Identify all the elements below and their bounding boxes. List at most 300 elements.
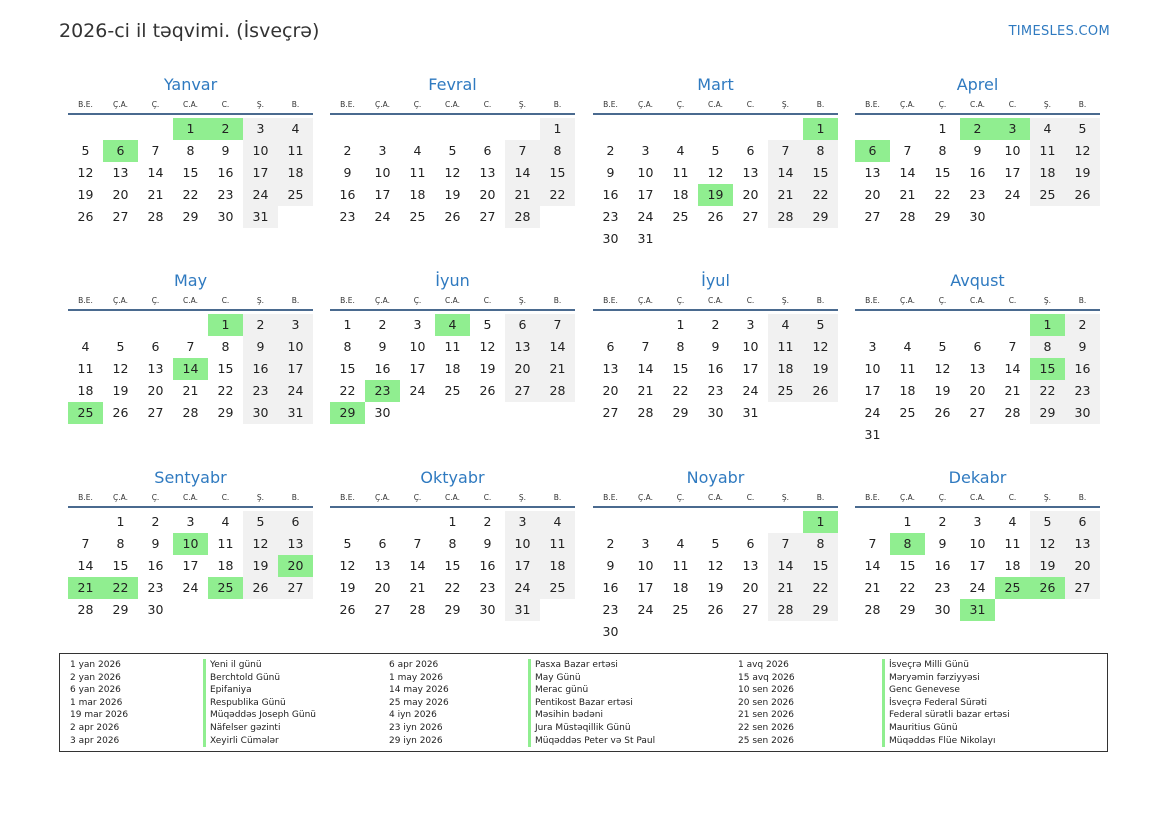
day-cell: 7 — [81, 536, 90, 551]
day-cell: 21 — [864, 580, 881, 595]
day-cell: 8 — [343, 339, 352, 354]
weekday-label: Ç. — [151, 493, 160, 502]
empty-cell — [960, 314, 995, 336]
weekday-label: Ç.A. — [112, 493, 128, 502]
legend-holiday-name: May Günü — [528, 672, 655, 685]
day-cell: 19 — [1065, 162, 1100, 184]
day-cell: 20 — [374, 580, 391, 595]
day-cell: 16 — [969, 165, 986, 180]
empty-cell — [733, 118, 768, 140]
day-cell: 12 — [1065, 140, 1100, 162]
day-cell: 9 — [973, 143, 982, 158]
day-cell: 31 — [505, 599, 540, 621]
legend-holiday-name: Federal sürətli bazar ertəsi — [882, 709, 1010, 722]
day-cell: 3 — [278, 314, 313, 336]
day-cell: 10 — [637, 165, 654, 180]
day-cell: 26 — [243, 577, 278, 599]
day-cell: 1 — [448, 514, 457, 529]
day-cell: 21 — [768, 184, 803, 206]
day-cell: 1 — [903, 514, 912, 529]
weekday-label: B. — [291, 296, 300, 305]
day-grid — [855, 314, 1100, 446]
day-cell: 31 — [637, 231, 654, 246]
day-cell: 17 — [505, 555, 540, 577]
day-cell: 6 — [1065, 511, 1100, 533]
legend-date: 14 may 2026 — [389, 685, 449, 696]
day-grid — [593, 314, 838, 424]
weekday-label: B.E. — [865, 493, 880, 502]
legend-date: 25 sen 2026 — [738, 735, 795, 746]
legend-date: 2 yan 2026 — [70, 672, 121, 683]
day-cell: 14 — [637, 361, 654, 376]
day-cell: 23 — [969, 187, 986, 202]
month-calendar — [855, 270, 1100, 446]
day-cell: 22 — [540, 184, 575, 206]
day-cell: 2 — [606, 536, 615, 551]
day-cell: 22 — [934, 187, 951, 202]
month-calendar — [330, 467, 575, 621]
day-cell: 20 — [742, 187, 759, 202]
day-cell: 5 — [803, 314, 838, 336]
weekday-label: Ş. — [781, 493, 790, 502]
day-cell: 6 — [606, 339, 615, 354]
day-cell: 23 — [479, 580, 496, 595]
weekday-label: C.A. — [444, 100, 460, 109]
empty-cell — [698, 118, 733, 140]
empty-cell — [628, 511, 663, 533]
weekday-label: C. — [1008, 100, 1017, 109]
day-cell: 13 — [374, 558, 391, 573]
day-cell: 12 — [77, 165, 94, 180]
weekday-label: C.A. — [182, 100, 198, 109]
day-cell: 30 — [479, 602, 496, 617]
day-cell: 12 — [803, 336, 838, 358]
day-cell: 15 — [899, 558, 916, 573]
day-cell: 13 — [112, 165, 129, 180]
day-grid — [330, 511, 575, 621]
day-cell: 16 — [934, 558, 951, 573]
weekday-label: Ş. — [256, 296, 265, 305]
day-cell: 17 — [637, 580, 654, 595]
day-cell: 5 — [343, 536, 352, 551]
day-cell: 22 — [182, 187, 199, 202]
empty-cell — [698, 511, 733, 533]
weekday-label: Ş. — [518, 100, 527, 109]
weekday-label: B. — [291, 493, 300, 502]
month-calendar — [68, 270, 313, 424]
day-cell: 11 — [444, 339, 461, 354]
empty-cell — [400, 511, 435, 533]
day-cell: 9 — [343, 165, 352, 180]
day-grid — [330, 314, 575, 424]
day-cell: 10 — [374, 165, 391, 180]
empty-cell — [890, 118, 925, 140]
day-cell: 25 — [540, 577, 575, 599]
day-cell: 6 — [278, 511, 313, 533]
day-cell: 14 — [505, 162, 540, 184]
holiday-day-cell: 6 — [855, 140, 890, 162]
day-cell: 10 — [278, 336, 313, 358]
weekday-label: Ç. — [938, 493, 947, 502]
month-name: İyun — [435, 271, 470, 290]
holiday-day-cell: 2 — [960, 118, 995, 140]
day-cell: 5 — [243, 511, 278, 533]
holiday-day-cell: 25 — [208, 577, 243, 599]
day-cell: 7 — [868, 536, 877, 551]
day-cell: 19 — [444, 187, 461, 202]
holiday-day-cell: 1 — [208, 314, 243, 336]
day-cell: 18 — [899, 383, 916, 398]
day-cell: 20 — [505, 358, 540, 380]
day-cell: 11 — [77, 361, 94, 376]
weekday-label: B. — [1078, 296, 1087, 305]
day-cell: 8 — [803, 533, 838, 555]
day-cell: 18 — [1004, 558, 1021, 573]
day-cell: 25 — [409, 209, 426, 224]
empty-cell — [768, 118, 803, 140]
day-cell: 19 — [707, 580, 724, 595]
day-cell: 9 — [1065, 336, 1100, 358]
day-cell: 29 — [803, 599, 838, 621]
day-cell: 27 — [742, 209, 759, 224]
weekday-label: B. — [816, 493, 825, 502]
day-cell: 18 — [409, 187, 426, 202]
day-cell: 18 — [1030, 162, 1065, 184]
day-cell: 23 — [1065, 380, 1100, 402]
day-cell: 12 — [243, 533, 278, 555]
day-cell: 16 — [707, 361, 724, 376]
day-cell: 22 — [444, 580, 461, 595]
day-cell: 4 — [540, 511, 575, 533]
holiday-day-cell: 6 — [103, 140, 138, 162]
day-cell: 10 — [1004, 143, 1021, 158]
month-name: Oktyabr — [420, 468, 485, 487]
day-cell: 11 — [217, 536, 234, 551]
day-cell: 1 — [116, 514, 125, 529]
month-calendar — [68, 467, 313, 621]
day-cell: 28 — [637, 405, 654, 420]
legend-date: 22 sen 2026 — [738, 722, 795, 733]
day-cell: 26 — [339, 602, 356, 617]
day-cell: 21 — [1004, 383, 1021, 398]
day-cell: 30 — [934, 602, 951, 617]
day-cell: 11 — [278, 140, 313, 162]
weekday-label: B.E. — [603, 493, 618, 502]
legend-holiday-name: Məsihin bədəni — [528, 709, 655, 722]
legend-holiday-name: Məryəmin fərziyyəsi — [882, 672, 1010, 685]
weekday-label: C.A. — [182, 493, 198, 502]
day-cell: 16 — [374, 361, 391, 376]
day-cell: 6 — [973, 339, 982, 354]
day-cell: 17 — [182, 558, 199, 573]
day-cell: 4 — [676, 143, 685, 158]
day-cell: 12 — [479, 339, 496, 354]
day-cell: 20 — [969, 383, 986, 398]
month-name: Aprel — [956, 75, 999, 94]
day-cell: 13 — [742, 165, 759, 180]
day-cell: 26 — [444, 209, 461, 224]
day-cell: 18 — [77, 383, 94, 398]
day-cell: 6 — [151, 339, 160, 354]
day-cell: 14 — [147, 165, 164, 180]
day-cell: 16 — [243, 358, 278, 380]
weekday-label: C. — [1008, 296, 1017, 305]
day-cell: 3 — [186, 514, 195, 529]
weekday-label: C. — [1008, 493, 1017, 502]
day-cell: 17 — [278, 358, 313, 380]
weekday-label: Ç. — [151, 100, 160, 109]
day-cell: 4 — [81, 339, 90, 354]
weekday-label: B. — [553, 296, 562, 305]
day-cell: 7 — [505, 140, 540, 162]
day-cell: 6 — [746, 536, 755, 551]
day-cell: 1 — [343, 317, 352, 332]
day-cell: 14 — [77, 558, 94, 573]
legend-holiday-name: Pasxa Bazar ertəsi — [528, 659, 655, 672]
weekday-label: B.E. — [340, 493, 355, 502]
day-cell: 30 — [707, 405, 724, 420]
weekday-label: C. — [746, 100, 755, 109]
day-cell: 24 — [505, 577, 540, 599]
day-cell: 21 — [899, 187, 916, 202]
empty-cell — [855, 118, 890, 140]
day-cell: 2 — [483, 514, 492, 529]
day-cell: 29 — [182, 209, 199, 224]
day-cell: 5 — [1065, 118, 1100, 140]
day-cell: 18 — [540, 555, 575, 577]
day-cell: 11 — [540, 533, 575, 555]
weekday-label: B.E. — [865, 100, 880, 109]
day-cell: 1 — [938, 121, 947, 136]
empty-cell — [173, 314, 208, 336]
weekday-label: C. — [746, 296, 755, 305]
day-cell: 24 — [742, 383, 759, 398]
day-cell: 30 — [602, 624, 619, 639]
legend-holiday-name: Xeyirli Cümələr — [203, 735, 316, 748]
weekday-label: Ç. — [413, 493, 422, 502]
legend-date: 1 mar 2026 — [70, 697, 123, 708]
weekday-label: C.A. — [707, 100, 723, 109]
day-cell: 2 — [606, 143, 615, 158]
day-cell: 11 — [768, 336, 803, 358]
day-cell: 4 — [278, 118, 313, 140]
day-cell: 7 — [768, 533, 803, 555]
day-cell: 13 — [147, 361, 164, 376]
weekday-label: Ç. — [413, 100, 422, 109]
day-cell: 24 — [1004, 187, 1021, 202]
day-cell: 28 — [899, 209, 916, 224]
empty-cell — [435, 118, 470, 140]
day-cell: 23 — [934, 580, 951, 595]
weekday-label: C.A. — [707, 493, 723, 502]
day-cell: 8 — [1030, 336, 1065, 358]
day-cell: 4 — [221, 514, 230, 529]
day-cell: 27 — [147, 405, 164, 420]
day-cell: 29 — [112, 602, 129, 617]
day-cell: 25 — [768, 380, 803, 402]
day-cell: 4 — [413, 143, 422, 158]
day-cell: 14 — [768, 555, 803, 577]
brand-link[interactable]: TIMESLES.COM — [1008, 24, 1110, 39]
day-grid — [593, 511, 838, 643]
day-cell: 5 — [81, 143, 90, 158]
legend-date: 29 iyn 2026 — [389, 735, 443, 746]
weekday-label: Ç.A. — [374, 100, 390, 109]
weekday-label: B.E. — [603, 100, 618, 109]
legend-date: 10 sen 2026 — [738, 685, 795, 696]
day-cell: 8 — [221, 339, 230, 354]
day-cell: 13 — [505, 336, 540, 358]
day-cell: 18 — [768, 358, 803, 380]
legend-date: 3 apr 2026 — [70, 735, 120, 746]
day-cell: 7 — [151, 143, 160, 158]
day-cell: 23 — [602, 602, 619, 617]
day-cell: 2 — [151, 514, 160, 529]
holiday-day-cell: 2 — [208, 118, 243, 140]
day-cell: 2 — [1065, 314, 1100, 336]
weekday-label: C.A. — [969, 493, 985, 502]
weekday-label: Ş. — [256, 100, 265, 109]
day-cell: 14 — [1004, 361, 1021, 376]
day-cell: 6 — [746, 143, 755, 158]
day-cell: 14 — [864, 558, 881, 573]
day-cell: 21 — [505, 184, 540, 206]
day-cell: 17 — [864, 383, 881, 398]
day-cell: 15 — [540, 162, 575, 184]
weekday-label: C. — [483, 493, 492, 502]
day-cell: 5 — [483, 317, 492, 332]
holiday-day-cell: 4 — [435, 314, 470, 336]
weekday-label: C. — [221, 493, 230, 502]
legend-holiday-name: Müqəddəs Joseph Günü — [203, 709, 316, 722]
day-cell: 24 — [182, 580, 199, 595]
holiday-legend — [59, 653, 1108, 752]
weekday-header — [330, 295, 575, 311]
month-calendar — [330, 270, 575, 424]
empty-cell — [663, 118, 698, 140]
weekday-label: C. — [483, 296, 492, 305]
day-cell: 5 — [711, 536, 720, 551]
empty-cell — [103, 314, 138, 336]
month-name: May — [173, 271, 208, 290]
empty-cell — [995, 314, 1030, 336]
day-cell: 9 — [938, 536, 947, 551]
empty-cell — [663, 511, 698, 533]
day-cell: 23 — [602, 209, 619, 224]
day-cell: 28 — [864, 602, 881, 617]
day-cell: 27 — [479, 209, 496, 224]
weekday-header — [593, 492, 838, 508]
weekday-header — [855, 295, 1100, 311]
day-cell: 30 — [243, 402, 278, 424]
day-cell: 29 — [803, 206, 838, 228]
page-title: 2026-ci il təqvimi. (İsveçrə) — [59, 20, 320, 42]
legend-holiday-name: Jura Müstəqillik Günü — [528, 722, 655, 735]
day-cell: 31 — [278, 402, 313, 424]
day-cell: 15 — [339, 361, 356, 376]
day-cell: 2 — [938, 514, 947, 529]
day-grid — [593, 118, 838, 250]
weekday-label: C. — [746, 493, 755, 502]
legend-date: 6 yan 2026 — [70, 685, 121, 696]
holiday-day-cell: 3 — [995, 118, 1030, 140]
empty-cell — [470, 118, 505, 140]
day-cell: 7 — [903, 143, 912, 158]
day-cell: 24 — [864, 405, 881, 420]
day-cell: 27 — [505, 380, 540, 402]
legend-date-column — [738, 659, 795, 747]
day-cell: 20 — [112, 187, 129, 202]
day-cell: 26 — [707, 602, 724, 617]
day-cell: 4 — [768, 314, 803, 336]
legend-date: 4 iyn 2026 — [389, 710, 437, 721]
weekday-label: B. — [1078, 100, 1087, 109]
day-cell: 20 — [602, 383, 619, 398]
day-cell: 3 — [505, 511, 540, 533]
weekday-label: C.A. — [444, 296, 460, 305]
day-cell: 3 — [746, 317, 755, 332]
day-cell: 19 — [803, 358, 838, 380]
day-cell: 17 — [1004, 165, 1021, 180]
legend-holiday-name: Genc Genevese — [882, 684, 1010, 697]
day-cell: 20 — [479, 187, 496, 202]
legend-date-column — [389, 659, 449, 747]
day-cell: 20 — [742, 580, 759, 595]
day-grid — [330, 118, 575, 228]
empty-cell — [855, 314, 890, 336]
weekday-label: C.A. — [969, 296, 985, 305]
day-cell: 17 — [969, 558, 986, 573]
day-cell: 29 — [444, 602, 461, 617]
weekday-header — [330, 492, 575, 508]
day-cell: 26 — [707, 209, 724, 224]
weekday-label: Ç. — [938, 296, 947, 305]
legend-date: 1 may 2026 — [389, 672, 443, 683]
day-cell: 26 — [479, 383, 496, 398]
day-cell: 7 — [413, 536, 422, 551]
weekday-label: B. — [816, 296, 825, 305]
legend-date: 21 sen 2026 — [738, 710, 795, 721]
legend-holiday-name: Müqəddəs Peter və St Paul — [528, 735, 655, 748]
weekday-header — [593, 99, 838, 115]
legend-holiday-name: Respublika Günü — [203, 697, 316, 710]
empty-cell — [68, 314, 103, 336]
holiday-day-cell: 31 — [960, 599, 995, 621]
weekday-label: B. — [553, 493, 562, 502]
day-cell: 13 — [864, 165, 881, 180]
day-cell: 6 — [505, 314, 540, 336]
legend-holiday-name: Müqəddəs Flüe Nikolayı — [882, 735, 1010, 748]
weekday-label: Ş. — [781, 100, 790, 109]
weekday-label: Ç.A. — [374, 296, 390, 305]
day-cell: 29 — [934, 209, 951, 224]
day-cell: 5 — [116, 339, 125, 354]
day-cell: 7 — [1008, 339, 1017, 354]
day-cell: 23 — [707, 383, 724, 398]
weekday-label: B.E. — [78, 100, 93, 109]
day-cell: 10 — [243, 140, 278, 162]
day-cell: 30 — [217, 209, 234, 224]
day-cell: 28 — [409, 602, 426, 617]
empty-cell — [505, 118, 540, 140]
weekday-label: C.A. — [707, 296, 723, 305]
weekday-label: Ş. — [518, 296, 527, 305]
day-cell: 2 — [343, 143, 352, 158]
day-cell: 24 — [374, 209, 391, 224]
month-name: İyul — [701, 271, 730, 290]
weekday-label: B.E. — [865, 296, 880, 305]
legend-holiday-name: İsveçrə Milli Günü — [882, 659, 1010, 672]
